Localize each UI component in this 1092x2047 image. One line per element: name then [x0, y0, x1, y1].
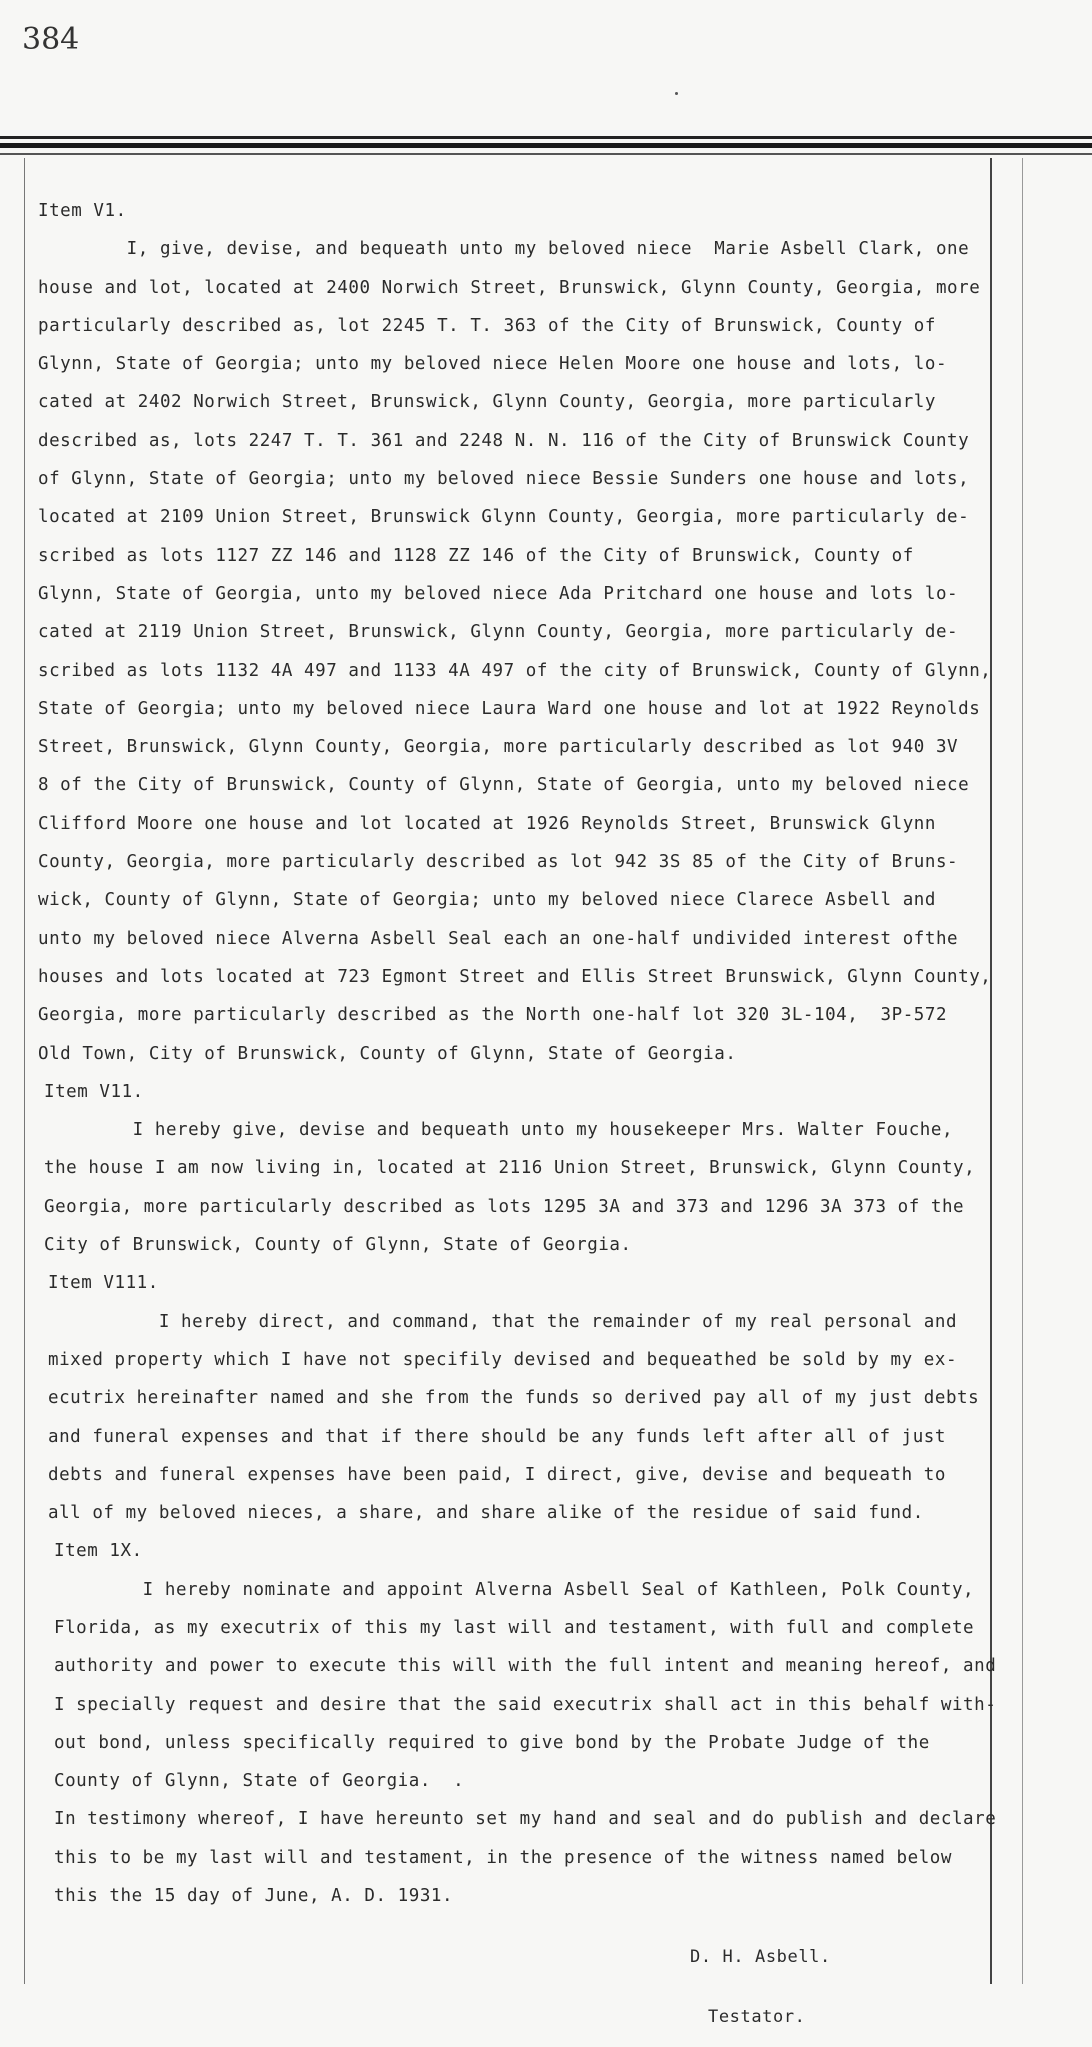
text-line: house and lot, located at 2400 Norwich Street, Brunswick, Glynn County, Georgia, more [38, 277, 981, 298]
top-rule [0, 136, 1092, 139]
text-line: authority and power to execute this will with the full intent and meaning hereof, and [54, 1656, 997, 1677]
will-item [54, 1532, 1028, 1915]
text-line: and funeral expenses and that if there should be any funds left after all of just [48, 1426, 946, 1447]
will-item [38, 192, 1028, 1073]
text-line: County, Georgia, more particularly described as lot 942 3S 85 of the City of Bruns- [38, 852, 959, 873]
document-body [38, 192, 1028, 1915]
text-line: particularly described as, lot 2245 T. T. 363 of the City of Brunswick, County of [38, 315, 936, 336]
text-line: of Glynn, State of Georgia; unto my beloved niece Bessie Sunders one house and lots, [38, 469, 970, 490]
signature-block [690, 1907, 831, 2047]
item-heading: Item 1X. [54, 1541, 143, 1562]
signature-title: Testator. [708, 2007, 806, 2027]
text-line: Old Town, City of Brunswick, County of Glynn, State of Georgia. [38, 1043, 737, 1064]
text-line: located at 2109 Union Street, Brunswick Glynn County, Georgia, more particularly de- [38, 507, 970, 528]
text-line: out bond, unless specifically required to give bond by the Probate Judge of the [54, 1732, 930, 1753]
top-rule-thick [0, 143, 1092, 148]
text-line: I hereby give, devise and bequeath unto my housekeeper Mrs. Walter Fouche, [44, 1120, 954, 1141]
item-heading: Item V11. [44, 1081, 144, 1102]
text-line: scribed as lots 1127 ZZ 146 and 1128 ZZ 146 of the City of Brunswick, County of [38, 545, 914, 566]
top-rule-thin [0, 153, 1092, 155]
page-number: 384 [22, 22, 80, 57]
item-heading: Item V111. [48, 1273, 159, 1294]
left-margin-line [24, 158, 25, 1984]
text-line: 8 of the City of Brunswick, County of Glynn, State of Georgia, unto my beloved niece [38, 775, 970, 796]
text-line: unto my beloved niece Alverna Asbell Seal each an one-half undivided interest ofthe [38, 928, 959, 949]
text-line: scribed as lots 1132 4A 497 and 1133 4A 497 of the city of Brunswick, County of Glynn, [38, 660, 992, 681]
will-item [48, 1264, 1028, 1532]
text-line: I, give, devise, and bequeath unto my beloved niece Marie Asbell Clark, one [38, 239, 970, 260]
text-line: Clifford Moore one house and lot located at 1926 Reynolds Street, Brunswick Glynn [38, 813, 936, 834]
text-line: this the 15 day of June, A. D. 1931. [54, 1886, 454, 1907]
signature-name: D. H. Asbell. [690, 1947, 831, 1967]
text-line: wick, County of Glynn, State of Georgia; unto my beloved niece Clarece Asbell and [38, 890, 936, 911]
text-line: cated at 2402 Norwich Street, Brunswick, Glynn County, Georgia, more particularly [38, 392, 936, 413]
text-line: City of Brunswick, County of Glynn, State of Georgia. [44, 1235, 632, 1256]
item-heading: Item V1. [38, 201, 127, 221]
text-line: Georgia, more particularly described as lots 1295 3A and 373 and 1296 3A 373 of the [44, 1196, 965, 1217]
text-line: cated at 2119 Union Street, Brunswick, Glynn County, Georgia, more particularly de- [38, 622, 959, 643]
text-line: County of Glynn, State of Georgia. . [54, 1771, 465, 1792]
text-line: this to be my last will and testament, in the presence of the witness named below [54, 1847, 952, 1868]
text-line: ecutrix hereinafter named and she from the funds so derived pay all of my just debts [48, 1388, 980, 1409]
text-line: Glynn, State of Georgia; unto my beloved niece Helen Moore one house and lots, lo- [38, 354, 948, 375]
text-line: Florida, as my executrix of this my last will and testament, with full and complete [54, 1617, 975, 1638]
text-line: described as, lots 2247 T. T. 361 and 2248 N. N. 116 of the City of Brunswick County [38, 430, 970, 451]
text-line: State of Georgia; unto my beloved niece Laura Ward one house and lot at 1922 Reynolds [38, 698, 981, 719]
text-line: Street, Brunswick, Glynn County, Georgia, more particularly described as lot 940 3V [38, 737, 959, 758]
text-line: the house I am now living in, located at 2116 Union Street, Brunswick, Glynn County, [44, 1158, 976, 1179]
will-item [44, 1073, 1028, 1264]
text-line: I hereby direct, and command, that the remainder of my real personal and [48, 1311, 958, 1332]
text-line: all of my beloved nieces, a share, and share alike of the residue of said fund. [48, 1503, 924, 1524]
text-line: I hereby nominate and appoint Alverna Asbell Seal of Kathleen, Polk County, [54, 1579, 975, 1600]
text-line: mixed property which I have not specifily devised and bequeathed be sold by my ex- [48, 1349, 958, 1370]
text-line: debts and funeral expenses have been paid, I direct, give, devise and bequeath to [48, 1464, 946, 1485]
stray-mark [675, 92, 678, 95]
text-line: I specially request and desire that the said executrix shall act in this behalf with- [54, 1694, 997, 1715]
text-line: In testimony whereof, I have hereunto set my hand and seal and do publish and declare [54, 1809, 997, 1830]
text-line: Glynn, State of Georgia, unto my beloved niece Ada Pritchard one house and lots lo- [38, 583, 959, 604]
text-line: houses and lots located at 723 Egmont Street and Ellis Street Brunswick, Glynn County, [38, 966, 992, 987]
text-line: Georgia, more particularly described as the North one-half lot 320 3L-104, 3P-572 [38, 1005, 948, 1026]
